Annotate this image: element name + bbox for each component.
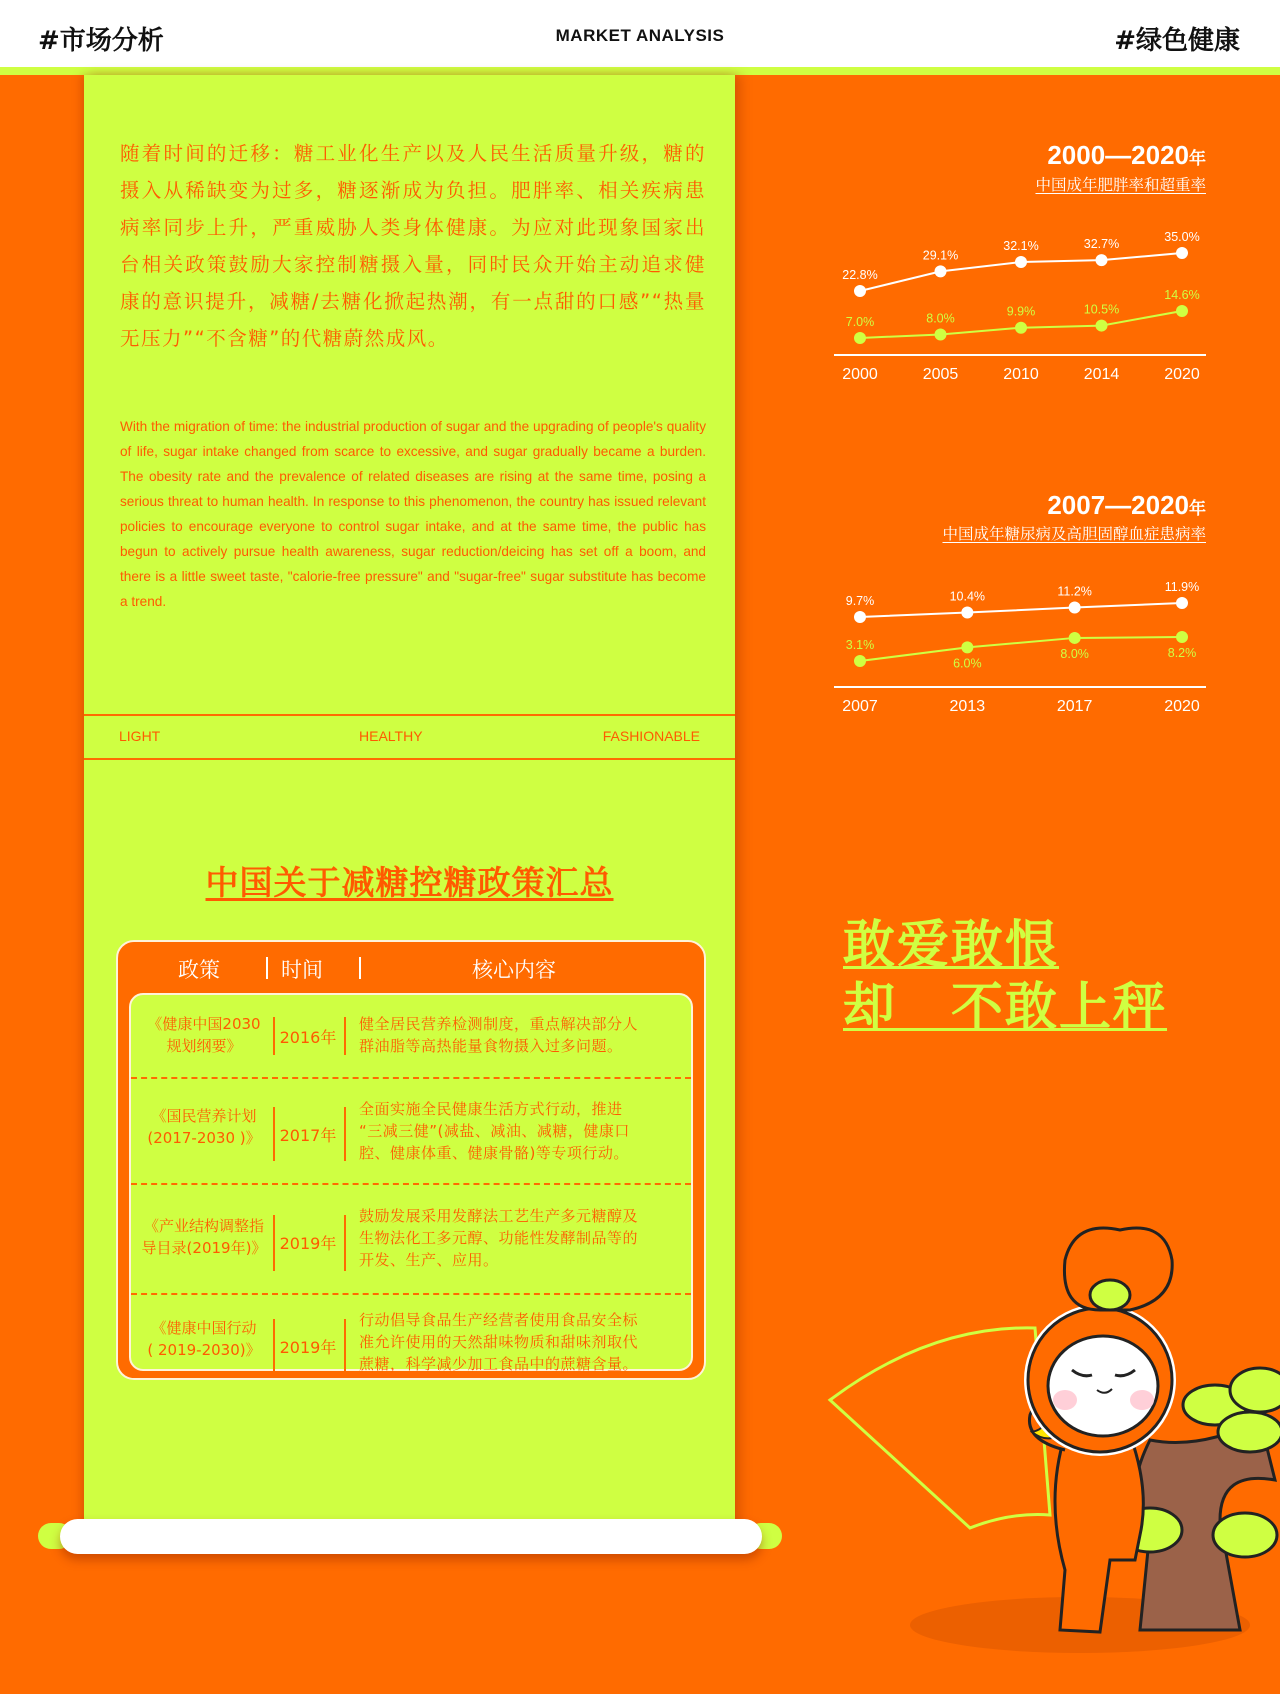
chart2-diabetes-cholesterol: [820, 570, 1220, 720]
keyword-fashionable: FASHIONABLE: [602, 728, 700, 744]
data-label: 6.0%: [953, 656, 982, 671]
x-tick-label: 2007: [842, 698, 878, 715]
x-tick-label: 2000: [842, 366, 878, 383]
data-label: 22.8%: [842, 268, 878, 282]
x-tick-label: 2010: [1003, 366, 1039, 383]
data-point: [1176, 631, 1188, 643]
policy-name-line: ( 2019-2030)》: [147, 1341, 261, 1359]
x-tick-label: 2013: [949, 698, 986, 715]
mascot-illustration: [820, 1200, 1280, 1694]
data-label: 8.2%: [1167, 646, 1197, 660]
policy-content: [359, 1205, 679, 1271]
data-label: 14.6%: [1164, 288, 1200, 302]
policy-table-header: [118, 942, 704, 990]
policy-name: [137, 1317, 271, 1361]
content-line: 生物法化工多元醇、功能性发酵制品等的: [359, 1229, 639, 1247]
policy-content: [359, 1098, 679, 1164]
content-line: “三减三健”(减盐、减油、减糖，健康口: [359, 1122, 630, 1140]
intro-text-en: With the migration of time: the industrial production of sugar and the upgrading of people's quality of life, sugar intake changed from scarce to excessive, and sugar gradually became a burden. The obesity rate and the prevalence of related diseases are rising at the same time, posing a serious threat to human health. In response to this phenomenon, the country has issued relevant policies to encourage everyone to control sugar intake, and at the same time, the public has begun to actively pursue health awareness, sugar reduction/deicing has set off a boom, and there is a little sweet taste, "calorie-free pressure" and "sugar-free" sugar substitute has become a trend.: [120, 419, 706, 609]
column-divider: [344, 1215, 346, 1271]
data-label: 29.1%: [922, 248, 959, 263]
data-point: [1015, 256, 1027, 268]
data-point: [1176, 597, 1188, 609]
x-tick-label: 2017: [1056, 698, 1093, 715]
policy-name-line: 导目录(2019年)》: [141, 1239, 267, 1257]
data-label: 8.0%: [926, 311, 955, 326]
data-point: [1096, 254, 1108, 266]
chart1-title: [1047, 140, 1206, 171]
policy-name: [137, 1105, 271, 1149]
content-line: 全面实施全民健康生活方式行动，推进: [359, 1100, 623, 1118]
policy-name-line: (2017-2030 )》: [147, 1129, 261, 1147]
data-point: [854, 611, 866, 623]
mascot-face-icon: [1048, 1336, 1158, 1436]
header-separator: [359, 957, 361, 979]
data-label: 10.4%: [949, 589, 986, 604]
data-point: [961, 607, 973, 619]
chart1-title-suffix: 年: [1189, 149, 1206, 168]
data-label: 11.2%: [1057, 584, 1092, 599]
header-time: 时间: [281, 958, 323, 982]
header-title: MARKET ANALYSIS: [555, 26, 725, 45]
data-point: [935, 328, 947, 340]
data-label: 7.0%: [845, 315, 875, 329]
tag-market-analysis: #市场分析: [38, 26, 164, 56]
series-line: [860, 603, 1182, 617]
content-line: 群油脂等高热能量食物摄入过多问题。: [359, 1037, 623, 1055]
scroll-panel: [84, 75, 735, 1527]
data-point: [1176, 247, 1188, 259]
content-line: 鼓励发展采用发酵法工艺生产多元糖醇及: [359, 1207, 639, 1225]
column-divider: [344, 1107, 346, 1161]
scroll-roller: [60, 1519, 762, 1554]
content-line: 开发、生产、应用。: [359, 1251, 499, 1269]
content-line: 腔、健康体重、健康骨骼)等专项行动。: [359, 1144, 629, 1162]
policy-name-line: 规划纲要》: [166, 1037, 242, 1055]
policy-name-line: 《产业结构调整指: [143, 1217, 264, 1235]
fan-outline-icon: [830, 1328, 1050, 1528]
chart1-obesity-overweight: [820, 210, 1220, 390]
data-label: 35.0%: [1164, 230, 1200, 244]
data-label: 10.5%: [1083, 302, 1120, 317]
keyword-band: [84, 714, 735, 760]
series-line: [860, 637, 1182, 661]
data-point: [1069, 632, 1081, 644]
policy-section-title: 中国关于减糖控糖政策汇总: [205, 863, 614, 902]
data-point: [1176, 305, 1188, 317]
policy-table-body: [129, 993, 693, 1371]
data-label: 32.1%: [1003, 239, 1039, 254]
chart2-title-years: 2007—2020: [1047, 490, 1189, 520]
chart2-title-suffix: 年: [1189, 499, 1206, 518]
policy-year: 2019年: [279, 1338, 337, 1357]
policy-year: 2016年: [279, 1028, 337, 1047]
x-tick-label: 2005: [922, 366, 959, 383]
column-divider: [344, 1017, 346, 1055]
chart1-subtitle: 中国成年肥胖率和超重率: [1035, 176, 1206, 194]
data-point: [1096, 320, 1108, 332]
policy-content: [359, 1013, 679, 1057]
slogan: [843, 915, 1167, 1039]
data-label: 9.9%: [1006, 304, 1036, 319]
table-row: [131, 1183, 691, 1293]
policy-name: [137, 1013, 271, 1057]
content-line: 行动倡导食品生产经营者使用食品安全标: [359, 1311, 639, 1329]
data-label: 8.0%: [1060, 646, 1089, 661]
header-core-content: 核心内容: [472, 958, 556, 982]
data-point: [854, 332, 866, 344]
policy-year: 2019年: [279, 1234, 337, 1253]
content-line: 健全居民营养检测制度，重点解决部分人: [359, 1015, 639, 1033]
policy-name-line: 《健康中国2030: [147, 1015, 261, 1033]
table-row: [131, 1077, 691, 1183]
intro-text-cn: 随着时间的迁移：糖工业化生产以及人民生活质量升级，糖的摄入从稀缺变为过多，糖逐渐成为负担。肥胖率、相关疾病患病率同步上升，严重威胁人类身体健康。为应对此现象国家出台相关政策鼓励大家控制糖摄入量，同时民众开始主动追求健康的意识提升，减糖/去糖化掀起热潮，有一点甜的口感”“热量无压力”“不含糖”的代糖蔚然成风。: [120, 142, 706, 350]
data-point: [935, 265, 947, 277]
x-tick-label: 2020: [1164, 698, 1200, 715]
policy-year: 2017年: [279, 1126, 337, 1145]
data-label: 9.7%: [845, 594, 875, 608]
data-label: 3.1%: [845, 638, 875, 652]
table-row: [131, 995, 691, 1077]
content-line: 蔗糖，科学减少加工食品中的蔗糖含量。: [359, 1355, 639, 1373]
data-point: [854, 285, 866, 297]
data-point: [961, 641, 973, 653]
data-point: [1015, 322, 1027, 334]
chart2-subtitle: 中国成年糖尿病及高胆固醇血症患病率: [942, 525, 1206, 543]
policy-table: [116, 940, 706, 1380]
data-point: [1069, 601, 1081, 613]
data-label: 11.9%: [1164, 580, 1200, 594]
slogan-line-2: 却 不敢上秤: [843, 978, 1168, 1038]
tag-green-health: #绿色健康: [1114, 26, 1240, 56]
header-separator: [266, 957, 268, 979]
table-row: [131, 1293, 691, 1373]
chart2-title: [1047, 490, 1206, 521]
content-line: 准允许使用的天然甜味物质和甜味剂取代: [359, 1333, 639, 1351]
keyword-healthy: HEALTHY: [359, 728, 423, 744]
x-tick-label: 2020: [1164, 366, 1200, 383]
policy-name-line: 《国民营养计划: [151, 1107, 257, 1125]
keyword-light: LIGHT: [119, 728, 161, 744]
policy-content: [359, 1309, 679, 1375]
policy-name-line: 《健康中国行动: [151, 1319, 257, 1337]
data-label: 32.7%: [1083, 237, 1120, 252]
x-tick-label: 2014: [1083, 366, 1120, 383]
data-point: [854, 655, 866, 667]
chart1-title-years: 2000—2020: [1047, 140, 1189, 170]
slogan-line-1: 敢爱敢恨: [843, 916, 1060, 976]
policy-name: [137, 1215, 271, 1259]
top-header: [0, 0, 1280, 67]
column-divider: [344, 1319, 346, 1375]
header-divider-strip: [0, 67, 1280, 75]
header-policy: 政策: [178, 958, 220, 982]
